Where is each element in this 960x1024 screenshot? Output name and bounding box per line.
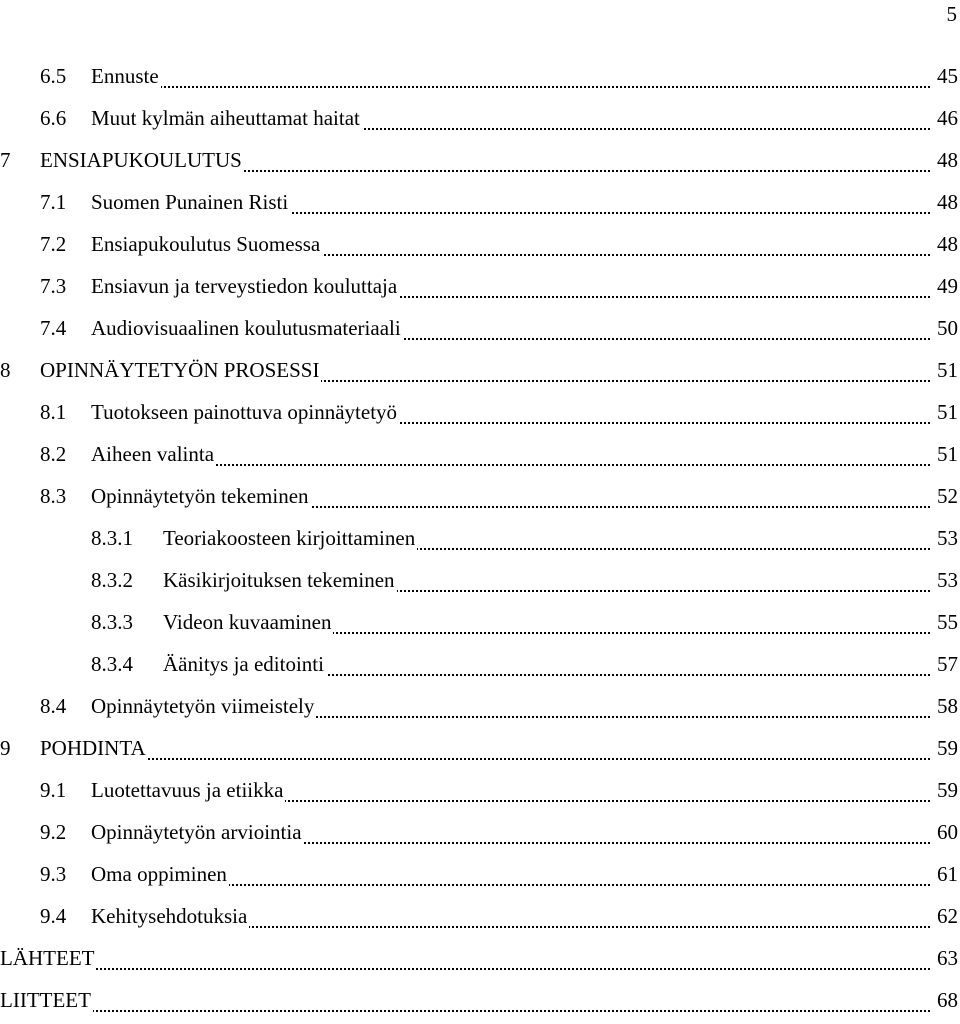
toc-entry-number: 6.5 (40, 61, 66, 91)
toc-entry-title: Teoriakoosteen kirjoittaminen (163, 523, 417, 553)
toc-entry[interactable] (0, 436, 960, 478)
toc-entry-title: Opinnäytetyön viimeistely (91, 691, 316, 721)
dot-leader (0, 968, 930, 970)
toc-entry-page: 57 (935, 649, 958, 679)
toc-entry-page: 59 (935, 775, 958, 805)
toc-entry-number: 8.2 (40, 439, 66, 469)
toc-entry-page: 55 (935, 607, 958, 637)
toc-entry-page: 51 (935, 439, 958, 469)
toc-entry-title: Tuotokseen painottuva opinnäytetyö (91, 397, 399, 427)
toc-entry-number: 8.3.2 (91, 565, 133, 595)
toc-entry-title: Aiheen valinta (91, 439, 216, 469)
toc-entry-number: 9.3 (40, 859, 66, 889)
toc-entry-number: 8.4 (40, 691, 66, 721)
toc-entry[interactable] (0, 58, 960, 100)
toc-entry-number: 9 (0, 733, 11, 763)
toc-entry-page: 51 (935, 355, 958, 385)
toc-entry-title: Suomen Punainen Risti (91, 187, 290, 217)
toc-entry-title: ENSIAPUKOULUTUS (40, 145, 244, 175)
toc-entry-title: Ennuste (91, 61, 161, 91)
toc-entry-title: Opinnäytetyön arviointia (91, 817, 304, 847)
toc-entry[interactable] (0, 730, 960, 772)
toc-entry-page: 53 (935, 565, 958, 595)
toc-entry-number: 9.4 (40, 901, 66, 931)
toc-entry-number: 8.1 (40, 397, 66, 427)
toc-entry-title: LÄHTEET (0, 943, 96, 973)
toc-entry-title: Audiovisuaalinen koulutusmateriaali (91, 313, 403, 343)
toc-entry-page: 51 (935, 397, 958, 427)
toc-entry-number: 9.1 (40, 775, 66, 805)
dot-leader (40, 758, 930, 760)
toc-entry-number: 7.4 (40, 313, 66, 343)
toc-entry[interactable] (0, 562, 960, 604)
toc-entry[interactable] (0, 898, 960, 940)
toc-entry[interactable] (0, 226, 960, 268)
toc-entry[interactable] (0, 310, 960, 352)
toc-entry[interactable] (0, 268, 960, 310)
toc-entry-title: Videon kuvaaminen (163, 607, 333, 637)
toc-entry-title: Muut kylmän aiheuttamat haitat (91, 103, 362, 133)
toc-entry[interactable] (0, 100, 960, 142)
toc-entry-number: 8.3.1 (91, 523, 133, 553)
toc-entry-number: 7.2 (40, 229, 66, 259)
toc-entry[interactable] (0, 478, 960, 520)
toc-entry-title: OPINNÄYTETYÖN PROSESSI (40, 355, 321, 385)
toc-entry-number: 7.1 (40, 187, 66, 217)
toc-entry-page: 61 (935, 859, 958, 889)
toc-entry-page: 46 (935, 103, 958, 133)
toc-entry[interactable] (0, 394, 960, 436)
toc-entry-number: 7 (0, 145, 11, 175)
toc-entry[interactable] (0, 352, 960, 394)
toc-entry[interactable] (0, 142, 960, 184)
toc-entry-page: 48 (935, 229, 958, 259)
toc-entry[interactable] (0, 646, 960, 688)
dot-leader (91, 464, 930, 466)
toc-entry-number: 6.6 (40, 103, 66, 133)
toc-entry-title: Kehitysehdotuksia (91, 901, 249, 931)
toc-entry-page: 48 (935, 187, 958, 217)
dot-leader (0, 1010, 930, 1012)
toc-entry[interactable] (0, 688, 960, 730)
toc-entry-number: 8 (0, 355, 11, 385)
toc-entry-page: 45 (935, 61, 958, 91)
toc-entry-title: LIITTEET (0, 985, 93, 1015)
toc-entry-page: 68 (935, 985, 958, 1015)
toc-entry-title: Äänitys ja editointi (163, 649, 326, 679)
toc-entry-page: 49 (935, 271, 958, 301)
page-number: 5 (946, 2, 957, 26)
toc-entry[interactable] (0, 856, 960, 898)
toc-entry-page: 59 (935, 733, 958, 763)
toc-entry-number: 9.2 (40, 817, 66, 847)
dot-leader (91, 86, 930, 88)
toc-entry-page: 63 (935, 943, 958, 973)
toc-entry[interactable] (0, 814, 960, 856)
toc-entry[interactable] (0, 184, 960, 226)
toc-entry-number: 7.3 (40, 271, 66, 301)
toc-entry-number: 8.3 (40, 481, 66, 511)
toc-entry-page: 62 (935, 901, 958, 931)
toc-entry-page: 53 (935, 523, 958, 553)
toc-entry-page: 48 (935, 145, 958, 175)
toc-entry[interactable] (0, 982, 960, 1024)
toc-entry-title: Oma oppiminen (91, 859, 229, 889)
toc-entry-title: Ensiapukoulutus Suomessa (91, 229, 322, 259)
toc-entry-title: Opinnäytetyön tekeminen (91, 481, 311, 511)
toc-entry[interactable] (0, 940, 960, 982)
table-of-contents (0, 58, 960, 1024)
toc-entry[interactable] (0, 604, 960, 646)
toc-entry-title: Ensiavun ja terveystiedon kouluttaja (91, 271, 399, 301)
toc-entry-page: 60 (935, 817, 958, 847)
toc-entry-page: 58 (935, 691, 958, 721)
toc-entry-number: 8.3.4 (91, 649, 133, 679)
toc-entry[interactable] (0, 772, 960, 814)
toc-entry-number: 8.3.3 (91, 607, 133, 637)
toc-entry-page: 52 (935, 481, 958, 511)
toc-entry-title: Luotettavuus ja etiikka (91, 775, 285, 805)
toc-entry[interactable] (0, 520, 960, 562)
toc-entry-title: Käsikirjoituksen tekeminen (163, 565, 397, 595)
toc-entry-title: POHDINTA (40, 733, 148, 763)
toc-entry-page: 50 (935, 313, 958, 343)
